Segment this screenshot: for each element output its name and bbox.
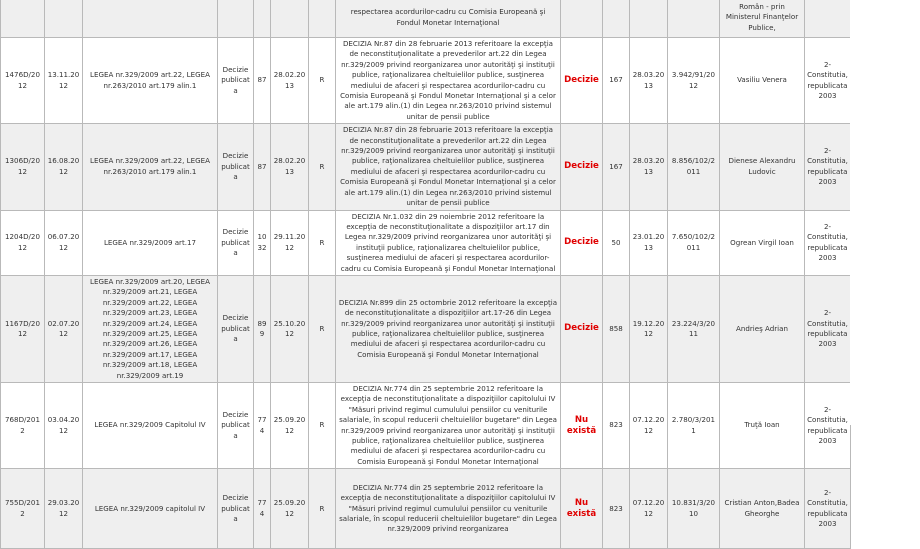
table-row [1,124,851,210]
law-object-cell: LEGEA nr.329/2009 art.22, LEGEA nr.263/2010 art.179 alin.1 [83,38,218,124]
dosar-number-cell: 1476D/2012 [1,38,45,124]
dosar-number-cell: 768D/2012 [1,383,45,469]
status-cell: Decizie [561,275,603,382]
dosar-number-cell: 1167D/2012 [1,275,45,382]
court-file-cell: 7.650/102/2011 [668,210,720,275]
gazette-date-cell: 07.12.2012 [630,383,668,469]
registration-date-cell: 29.03.2012 [45,469,83,549]
decision-number-cell: 774 [254,469,271,549]
registration-date-cell: 03.04.2012 [45,383,83,469]
decision-type-cell: Decizie publicata [218,38,254,124]
solution-cell: R [309,275,336,382]
decision-type-cell: Decizie publicata [218,124,254,210]
table-row [1,0,851,38]
law-object-cell: LEGEA nr.329/2009 art.22, LEGEA nr.263/2010 art.179 alin.1 [83,124,218,210]
decision-summary-cell: DECIZIA Nr.87 din 28 februarie 2013 referitoare la excepţia de neconstituţionalitate a prevederilor art.22 din Legea nr.329/2009 privind reorganizarea unor autorităţi şi instituţii publice, raţionalizarea cheltuielilor publice, susţinerea mediului de afaceri şi respectarea acordurilor-cadru cu Comisia Europeană şi Fondul Monetar Internaţional şi a celor ale art.179 alin.(1) din Legea nr.263/2010 privind sistemul unitar de pensii publice [336,124,561,210]
right-margin [850,0,920,425]
status-cell: Decizie [561,38,603,124]
solution-cell: R [309,124,336,210]
legal-basis-cell: 2-Constitutia, republicata 2003 [805,38,851,124]
table-row [1,210,851,275]
decision-number-cell: 87 [254,38,271,124]
solution-cell: R [309,383,336,469]
decision-number-cell: 774 [254,383,271,469]
law-object-cell: LEGEA nr.329/2009 art.17 [83,210,218,275]
legal-basis-cell: 2-Constitutia, republicata 2003 [805,469,851,549]
legal-basis-cell: 2-Constitutia, republicata 2003 [805,124,851,210]
court-file-cell: 23.224/3/2011 [668,275,720,382]
author-cell: Andrieş Adrian [720,275,805,382]
gazette-number-cell: 823 [603,469,630,549]
gazette-number-cell [603,0,630,38]
decision-date-cell: 25.09.2012 [271,469,309,549]
court-file-cell: 8.856/102/2011 [668,124,720,210]
court-file-cell: 2.780/3/2011 [668,383,720,469]
decision-type-cell: Decizie publicata [218,469,254,549]
author-cell: Dienese Alexandru Ludovic [720,124,805,210]
legal-basis-cell [805,0,851,38]
gazette-date-cell: 28.03.2013 [630,124,668,210]
author-cell: Cristian Anton,Badea Gheorghe [720,469,805,549]
registration-date-cell: 02.07.2012 [45,275,83,382]
decision-summary-cell: DECIZIA Nr.1.032 din 29 noiembrie 2012 referitoare la excepţia de neconstituţionalitate a dispoziţiilor art.17 din Legea nr.329/2009 privind reorganizarea unor autorităţi şi instituţii publice, raţionalizarea cheltuielilor publice, susţinerea mediului de afaceri şi respectarea acordurilor-cadru cu Comisia Europeană şi Fondul Monetar Internaţional [336,210,561,275]
gazette-date-cell: 07.12.2012 [630,469,668,549]
status-cell: Nu există [561,383,603,469]
table-row [1,38,851,124]
gazette-number-cell: 167 [603,38,630,124]
decision-type-cell: Decizie publicata [218,210,254,275]
court-file-cell: 3.942/91/2012 [668,38,720,124]
gazette-date-cell [630,0,668,38]
gazette-number-cell: 50 [603,210,630,275]
table-row [1,275,851,382]
status-cell: Nu există [561,469,603,549]
decision-summary-cell: DECIZIA Nr.774 din 25 septembrie 2012 referitoare la excepţia de neconstituţionalitate a dispoziţiilor capitolului IV "Măsuri privind regimul cumulului pensiilor cu veniturile salariale, în scopul reducerii cheltuielilor bugetare" din Legea nr.329/2009 privind reorganizarea [336,469,561,549]
author-cell: Ogrean Virgil Ioan [720,210,805,275]
solution-cell: R [309,469,336,549]
decision-summary-cell: DECIZIA Nr.899 din 25 octombrie 2012 referitoare la excepţia de neconstituţionalitate a dispoziţiilor art.17-26 din Legea nr.329/2009 privind reorganizarea unor autorităţi şi instituţii publice, raţionalizarea cheltuielilor publice, susţinerea mediului de afaceri şi respectarea acordurilor-cadru cu Comisia Europeană şi Fondul Monetar Internaţional [336,275,561,382]
decision-date-cell [271,0,309,38]
decision-summary-cell: DECIZIA Nr.774 din 25 septembrie 2012 referitoare la excepţia de neconstituţionalitate a dispoziţiilor capitolului IV "Măsuri privind regimul cumulului pensiilor cu veniturile salariale, în scopul reducerii cheltuielilor bugetare" din Legea nr.329/2009 privind reorganizarea unor autorităţi şi instituţii publice, raţionalizarea cheltuielilor publice, susţinerea mediului de afaceri şi respectarea acordurilor-cadru cu Comisia Europeană şi Fondul Monetar Internaţional [336,383,561,469]
dosar-number-cell: 1306D/2012 [1,124,45,210]
solution-cell: R [309,210,336,275]
table-row [1,383,851,469]
decision-number-cell: 899 [254,275,271,382]
author-cell: Român - prin Ministerul Finanţelor Publice, [720,0,805,38]
court-file-cell [668,0,720,38]
decision-number-cell [254,0,271,38]
law-object-cell: LEGEA nr.329/2009 Capitolul IV [83,383,218,469]
legal-basis-cell: 2-Constitutia, republicata 2003 [805,383,851,469]
status-cell: Decizie [561,124,603,210]
solution-cell: R [309,38,336,124]
author-cell: Truţă Ioan [720,383,805,469]
decision-type-cell: Decizie publicata [218,275,254,382]
solution-cell [309,0,336,38]
status-cell: Decizie [561,210,603,275]
decision-date-cell: 28.02.2013 [271,38,309,124]
gazette-number-cell: 823 [603,383,630,469]
decision-date-cell: 25.10.2012 [271,275,309,382]
registration-date-cell: 06.07.2012 [45,210,83,275]
decision-date-cell: 29.11.2012 [271,210,309,275]
law-object-cell: LEGEA nr.329/2009 capitolul IV [83,469,218,549]
decision-type-cell: Decizie publicata [218,383,254,469]
gazette-date-cell: 28.03.2013 [630,38,668,124]
law-object-cell [83,0,218,38]
legal-basis-cell: 2-Constitutia, republicata 2003 [805,210,851,275]
decision-summary-cell: DECIZIA Nr.87 din 28 februarie 2013 referitoare la excepţia de neconstituţionalitate a prevederilor art.22 din Legea nr.329/2009 privind reorganizarea unor autorităţi şi instituţii publice, raţionalizarea cheltuielilor publice, susţinerea mediului de afaceri şi respectarea acordurilor-cadru cu Comisia Europeană şi Fondul Monetar Internaţional şi a celor ale art.179 alin.(1) din Legea nr.263/2010 privind sistemul unitar de pensii publice [336,38,561,124]
decision-number-cell: 1032 [254,210,271,275]
gazette-number-cell: 858 [603,275,630,382]
legal-basis-cell: 2-Constitutia, republicata 2003 [805,275,851,382]
decision-summary-cell: respectarea acordurilor-cadru cu Comisia Europeană şi Fondul Monetar Internaţional [336,0,561,38]
registration-date-cell: 16.08.2012 [45,124,83,210]
gazette-date-cell: 23.01.2013 [630,210,668,275]
decision-date-cell: 28.02.2013 [271,124,309,210]
dosar-number-cell [1,0,45,38]
court-file-cell: 10.831/3/2010 [668,469,720,549]
status-cell [561,0,603,38]
author-cell: Vasiliu Venera [720,38,805,124]
dosar-number-cell: 1204D/2012 [1,210,45,275]
law-object-cell: LEGEA nr.329/2009 art.20, LEGEA nr.329/2009 art.21, LEGEA nr.329/2009 art.22, LEGEA nr.329/2009 art.23, LEGEA nr.329/2009 art.24, LEGEA nr.329/2009 art.25, LEGEA nr.329/2009 art.26, LEGEA nr.329/2009 art.17, LEGEA nr.329/2009 art.18, LEGEA nr.329/2009 art.19 [83,275,218,382]
decision-number-cell: 87 [254,124,271,210]
decision-type-cell [218,0,254,38]
registration-date-cell: 13.11.2012 [45,38,83,124]
table-row [1,469,851,549]
decision-date-cell: 25.09.2012 [271,383,309,469]
registration-date-cell [45,0,83,38]
gazette-date-cell: 19.12.2012 [630,275,668,382]
dosar-number-cell: 755D/2012 [1,469,45,549]
gazette-number-cell: 167 [603,124,630,210]
